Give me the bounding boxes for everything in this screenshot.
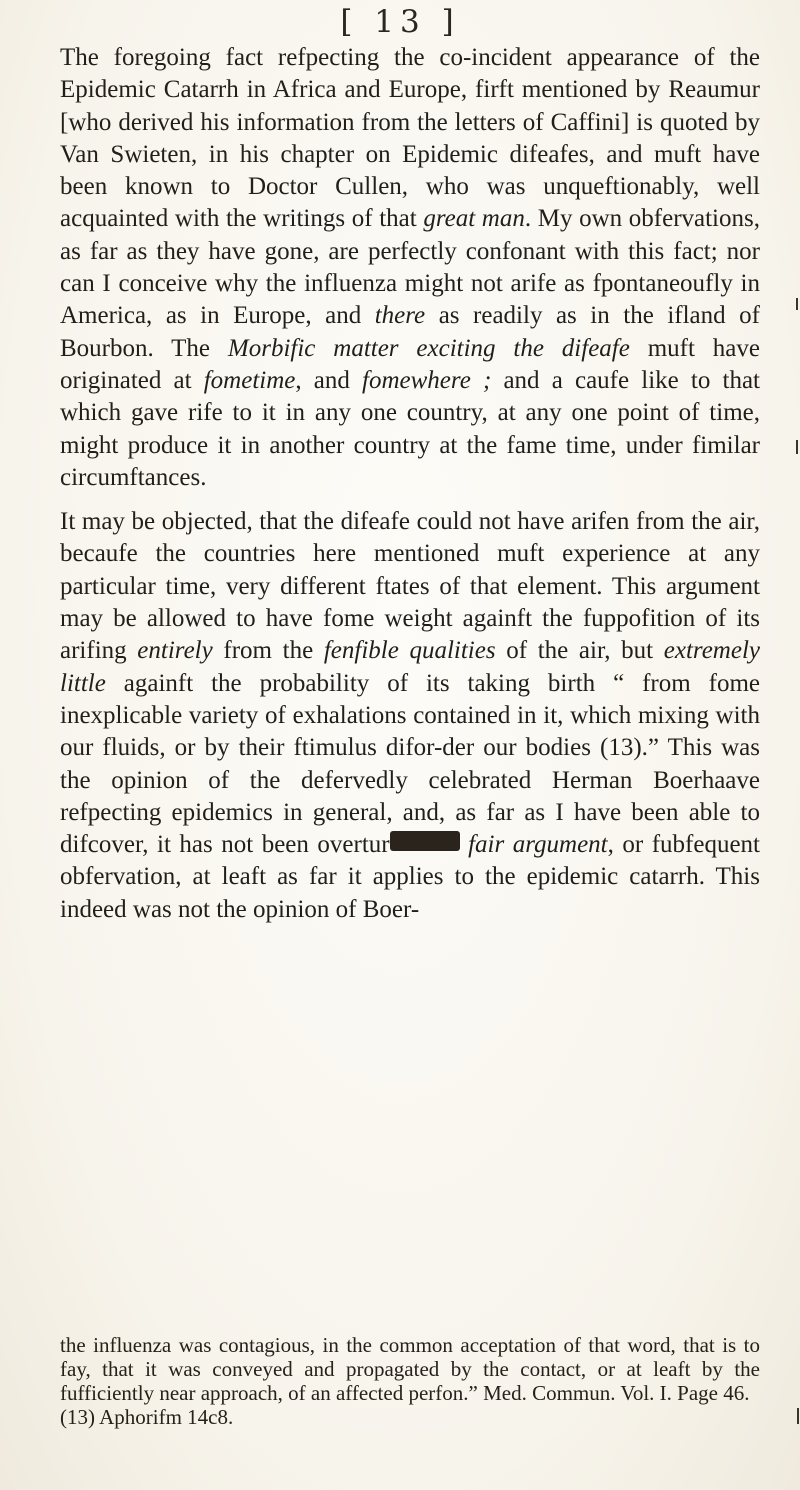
text-run: muft have originated at — [60, 334, 760, 394]
text-run: The foregoing fact refpecting the co-incident appearance of the Epidemic Catarrh in Africa and Europe, firft mentioned by Reaumur [who derived his information from the letters of Caffini] is quoted by Van Swieten, in his chapter on Epidemic difeafes, and muft have been known to Doctor Cullen, who was unqueftionably, well acquainted with the writings of that — [60, 44, 760, 233]
italic-text: there — [374, 302, 426, 330]
page-number: [ 13 ] — [340, 4, 460, 40]
text-run: and a caufe like to that which gave rife to it in any one country, at any one point of time, might produce it in another country at the fame time, under fimilar circumftances. — [60, 366, 760, 491]
text-run: . My own obfervations, as far as they have gone, are perfectly confonant with this fact; nor can I conceive why the influenza might not arife as fpontaneoufly in America, as in Europe, and — [60, 205, 760, 330]
italic-text: fair argument — [468, 831, 608, 859]
text-run — [460, 831, 469, 858]
text-run: , and — [295, 366, 363, 394]
italic-text: fomewhere ; — [362, 366, 492, 394]
text-run: as readily as in the ifland of Bourbon. The — [60, 302, 760, 362]
italic-text: fometime — [203, 366, 296, 394]
margin-mark — [797, 1408, 799, 1424]
paragraph — [60, 506, 760, 926]
margin-mark — [796, 298, 798, 310]
text-run: againft the probability of its taking birth “ from fome inexplicable variety of exhalations contained in it, which mixing with our fluids, or by their ftimulus difor-der our bodies (13).” This was the opinion of the defervedly celebrated Herman Boerhaave refpecting epidemics in general, and, as far as I have been able to difcover, it has not been overtur — [60, 669, 760, 859]
text-run: , or fubfequent obfervation, at leaft as far it applies to the epidemic catarrh. This indeed was not the opinion of Boer- — [60, 831, 760, 923]
footnote — [60, 1333, 760, 1429]
ink-blot — [390, 831, 460, 851]
italic-text: fenfible qualities — [323, 637, 496, 665]
footnote-13: (13) Aphorifm 14c8. — [60, 1405, 234, 1429]
text-run: from the — [212, 637, 324, 665]
main-text — [60, 42, 760, 926]
margin-mark — [796, 440, 798, 454]
italic-text: Morbific matter exciting the difeafe — [227, 334, 630, 362]
italic-text: great man — [423, 205, 525, 233]
italic-text: entirely — [137, 637, 213, 665]
text-run: of the air, but — [495, 637, 664, 665]
footnote-continuation: the influenza was contagious, in the common acceptation of that word, that is to fay, that it was conveyed and propagated by the contact, or at leaft by the fufficiently near approach, of an affected perfon.” Med. Commun. Vol. I. Page 46. — [60, 1333, 760, 1405]
italic-text: extremely little — [60, 637, 760, 697]
text-run: It may be objected, that the difeafe could not have arifen from the air, becaufe the countries here mentioned muft experience at any particular time, very different ftates of that element. This argument may be allowed to have fome weight againft the fuppofition of its arifing — [60, 508, 760, 665]
paragraph — [60, 42, 760, 494]
